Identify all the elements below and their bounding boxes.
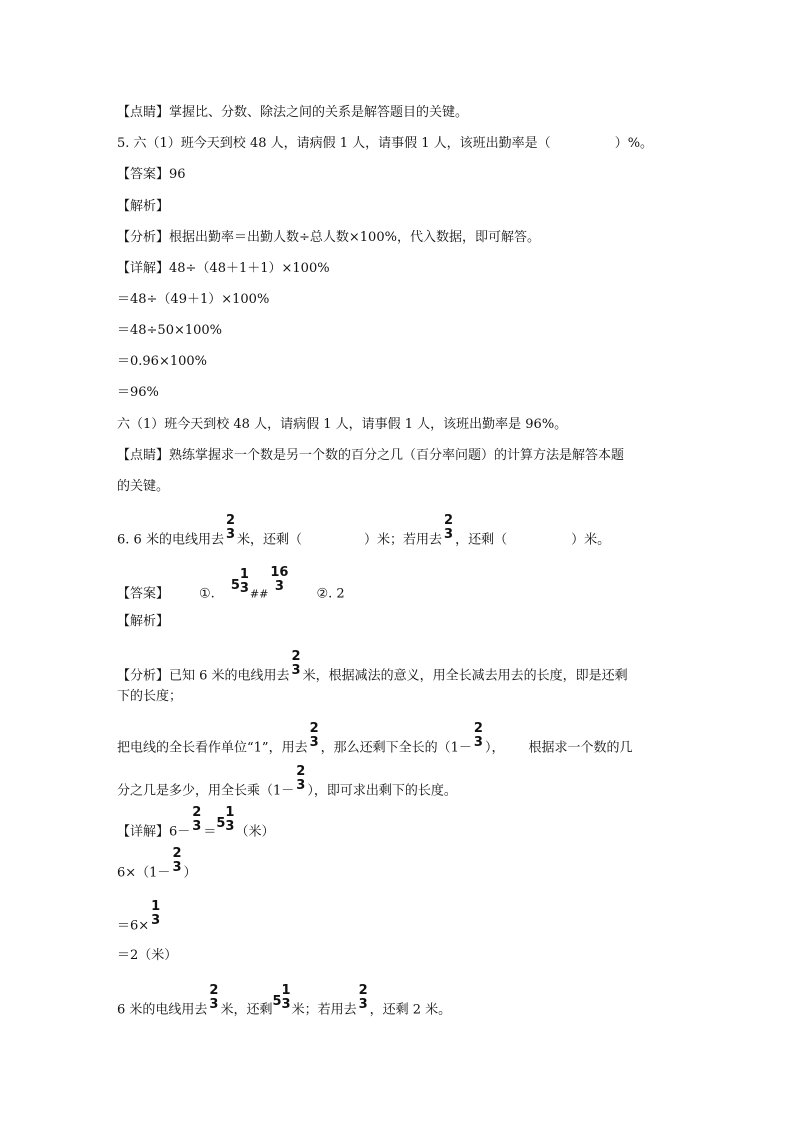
fraction-two-thirds: 2 3: [172, 846, 182, 875]
q6-q-a: 6. 6 米的电线用去: [117, 532, 224, 548]
q6-question: [117, 513, 611, 554]
q6-answer-label: 【答案】: [117, 586, 170, 602]
fraction-two-thirds: 2 3: [296, 764, 306, 793]
q5-fenxi: 【分析】根据出勤率＝出勤人数÷总人数×100%，代入数据，即可解答。: [117, 230, 540, 245]
q6-answer: [117, 565, 345, 608]
q5-question-end: ）%。: [614, 136, 654, 151]
q6-q-b: 米，还剩（: [237, 532, 303, 548]
q5-dianjing-2: 的关键。: [117, 479, 170, 494]
q6-detail-2: 6×（1－ 2 3 ）: [117, 846, 197, 881]
q5-step4: ＝0.96×100%: [117, 354, 208, 369]
q6-q-c: ）米；若用去: [364, 532, 443, 548]
q5-step3: ＝48÷50×100%: [117, 323, 223, 338]
q6-unit: 把电线的全长看作单位“1”，用去 2 3 ，那么还剩下全长的（1－ 2 3 ）， 根据求一个数的几: [117, 721, 633, 756]
q6-detail-3: ＝6× 1 3: [117, 899, 161, 934]
q5-step5: ＝96%: [117, 385, 159, 400]
fraction-one-third: 1 3: [151, 899, 161, 928]
mixed-five-one-third: 5 1 3: [230, 567, 249, 596]
q6-detail-4: ＝2（米）: [117, 948, 178, 963]
hash-marks: ##: [249, 587, 269, 601]
q6-q-d: ，还剩（: [455, 532, 508, 548]
q6-answer-1: ①.: [199, 586, 215, 602]
q5-question-text: 5. 六（1）班今天到校 48 人，请病假 1 人，请事假 1 人，该班出勤率是（: [117, 136, 551, 151]
fraction-two-thirds: 2 3: [309, 721, 319, 750]
dianjing-q4: 【点睛】掌握比、分数、除法之间的关系是解答题目的关键。: [117, 105, 469, 120]
mixed-five-one-third: 5 1 3: [216, 805, 235, 834]
fraction-two-thirds: 2 3: [473, 721, 483, 750]
mixed-five-one-third: 5 1 3: [272, 983, 291, 1012]
fraction-two-thirds: 2 3: [209, 983, 219, 1012]
q6-fenxi-2: 下的长度；: [117, 689, 183, 704]
q5-question: [117, 135, 653, 153]
q5-conclusion: 六（1）班今天到校 48 人，请病假 1 人，请事假 1 人，该班出勤率是 96%。: [117, 417, 568, 432]
fraction-sixteen-thirds: 16 3: [270, 565, 289, 594]
q6-unit-2: 分之几是多少，用全长乘（1－ 2 3 ），即可求出剩下的长度。: [117, 764, 457, 799]
fraction-two-thirds: 2 3: [444, 513, 454, 542]
fraction-two-thirds: 2 3: [291, 649, 301, 678]
q5-dianjing-1: 【点睛】熟练掌握求一个数是另一个数的百分之几（百分率问题）的计算方法是解答本题: [117, 448, 625, 463]
q5-analysis-label: 【解析】: [117, 199, 170, 214]
q6-fenxi: 【分析】已知 6 米的电线用去 2 3 米，根据减法的意义，用全长减去用去的长度，即是还剩: [117, 649, 628, 684]
q6-q-e: ）米。: [571, 532, 611, 548]
q6-analysis-label: 【解析】: [117, 614, 170, 629]
q5-answer: 【答案】96: [117, 167, 186, 182]
q6-answer-2: ②. 2: [316, 586, 345, 602]
q6-detail-1: 【详解】6－ 2 3 ＝5 1 3 （米）: [117, 805, 275, 840]
q6-final: 6 米的电线用去 2 3 米，还剩5 1 3 米；若用去 2 3 ，还剩 2 米。: [117, 983, 452, 1018]
fraction-two-thirds: 2 3: [192, 805, 202, 834]
q5-step1: 【详解】48÷（48＋1＋1）×100%: [117, 261, 330, 276]
q5-step2: ＝48÷（49＋1）×100%: [117, 292, 270, 307]
fraction-two-thirds: 2 3: [225, 513, 235, 542]
fraction-two-thirds: 2 3: [358, 983, 368, 1012]
